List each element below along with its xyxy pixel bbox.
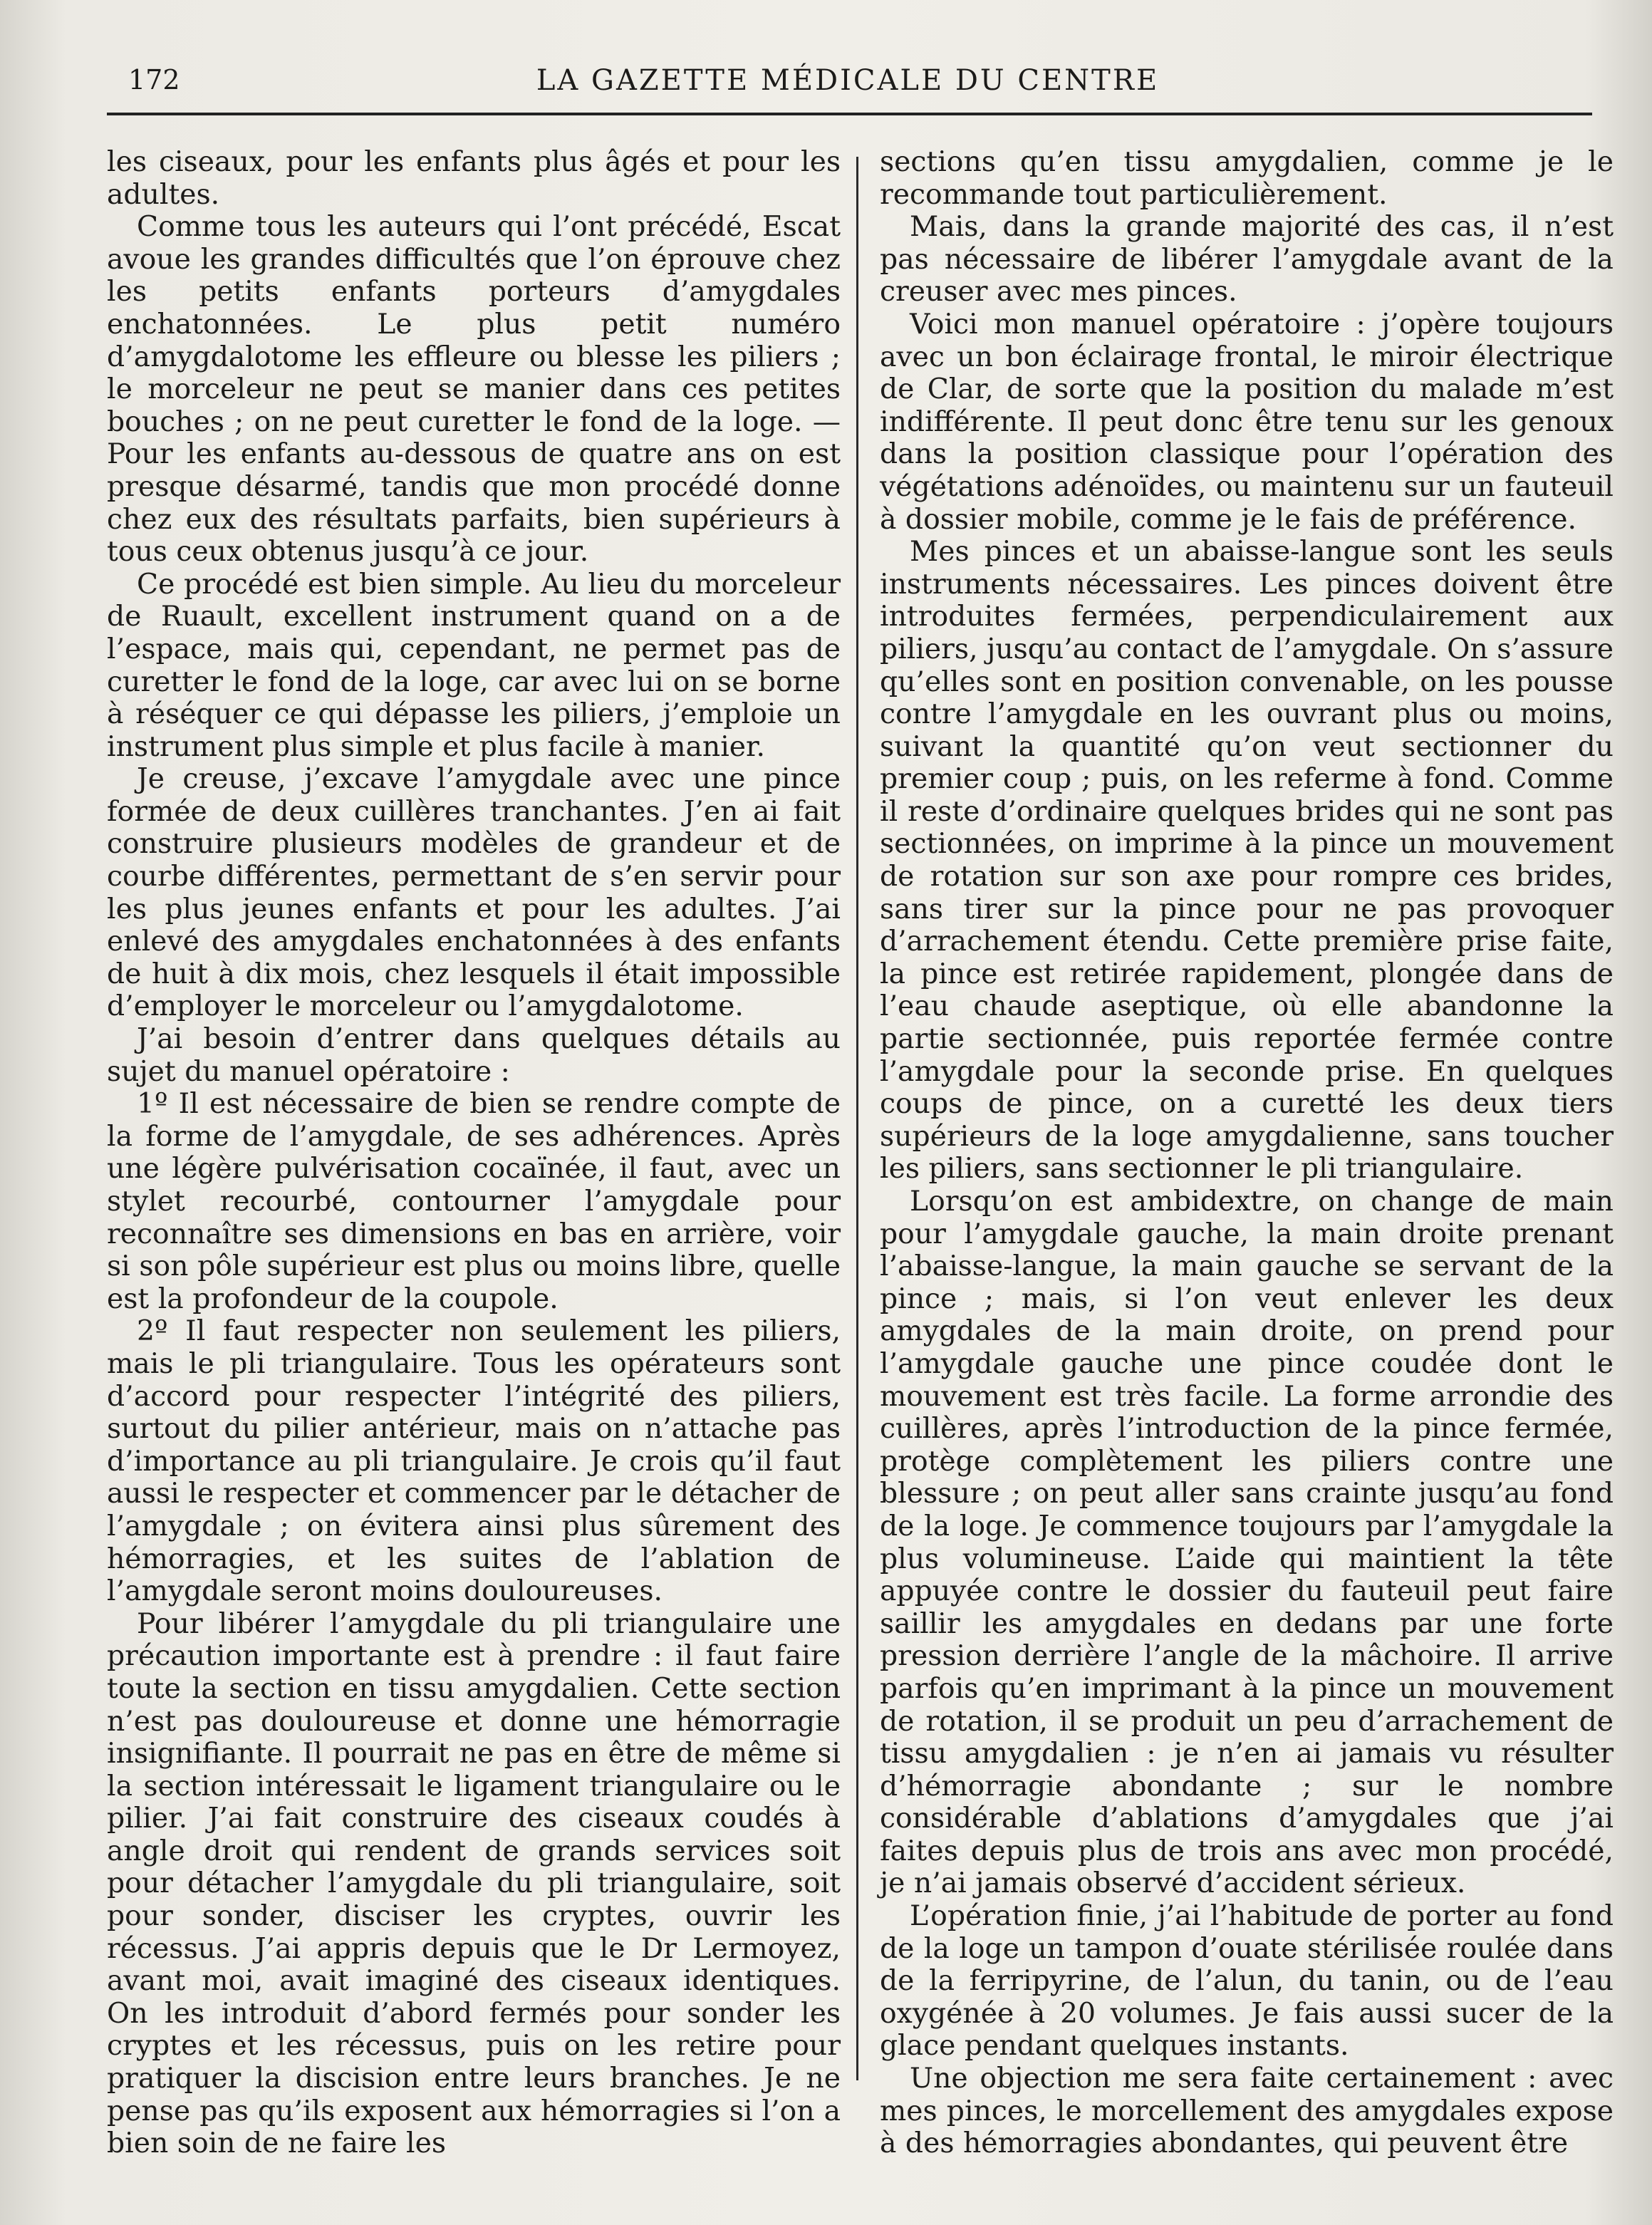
- page-number: 172: [128, 64, 180, 95]
- right-column: [880, 146, 1614, 2160]
- paragraph: Ce procédé est bien simple. Au lieu du morceleur de Ruault, excellent instrument quand on a de l’espace, mais qui, cependant, ne permet pas de curetter le fond de la loge, car avec lui on se borne à réséquer ce qui dépasse les piliers, j’emploie un instrument plus simple et plus facile à manier.: [107, 568, 841, 763]
- paragraph: Lorsqu’on est ambidextre, on change de main pour l’amygdale gauche, la main droite prenant l’abaisse-langue, la main gauche se servant de la pince ; mais, si l’on veut enlever les deux amygdales de la main droite, on prend pour l’amygdale gauche une pince coudée dont le mouvement est très facile. La forme arrondie des cuillères, après l’introduction de la pince fermée, protège complètement les piliers contre une blessure ; on peut aller sans crainte jusqu’au fond de la loge. Je commence toujours par l’amygdale la plus volumineuse. L’aide qui maintient la tête appuyée contre le dossier du fauteuil peut faire saillir les amygdales en dedans par une forte pression derrière l’angle de la mâchoire. Il arrive parfois qu’en imprimant à la pince un mouvement de rotation, il se produit un peu d’arrachement de tissu amygdalien : je n’en ai jamais vu résulter d’hémorragie abondante ; sur le nombre considérable d’ablations d’amygdales que j’ai faites depuis plus de trois ans avec mon procédé, je n’ai jamais observé d’accident sérieux.: [880, 1186, 1614, 1900]
- column-divider: [856, 157, 858, 2080]
- paragraph: les ciseaux, pour les enfants plus âgés et pour les adultes.: [107, 146, 841, 211]
- left-column: [107, 146, 841, 2160]
- paragraph: Mes pinces et un abaisse-langue sont les seuls instruments nécessaires. Les pinces doivent être introduites fermées, perpendiculairement aux piliers, jusqu’au contact de l’amygdale. On s’assure qu’elles sont en position convenable, on les pousse contre l’amygdale en les ouvrant plus ou moins, suivant la quantité qu’on veut sectionner du premier coup ; puis, on les referme à fond. Comme il reste d’ordinaire quelques brides qui ne sont pas sectionnées, on imprime à la pince un mouvement de rotation sur son axe pour rompre ces brides, sans tirer sur la pince pour ne pas provoquer d’arrachement étendu. Cette première prise faite, la pince est retirée rapidement, plongée dans de l’eau chaude aseptique, où elle abandonne la partie sectionnée, puis reportée fermée contre l’amygdale pour la seconde prise. En quelques coups de pince, on a curetté les deux tiers supérieurs de la loge amygdalienne, sans toucher les piliers, sans sectionner le pli triangulaire.: [880, 536, 1614, 1186]
- header-rule: [107, 113, 1592, 115]
- page-header: [107, 64, 1589, 114]
- running-title: LA GAZETTE MÉDICALE DU CENTRE: [536, 64, 1160, 97]
- paragraph: Voici mon manuel opératoire : j’opère toujours avec un bon éclairage frontal, le miroir électrique de Clar, de sorte que la position du malade m’est indifférente. Il peut donc être tenu sur les genoux dans la position classique pour l’opération des végétations adénoïdes, ou maintenu sur un fauteuil à dossier mobile, comme je le fais de préférence.: [880, 308, 1614, 536]
- paragraph: Comme tous les auteurs qui l’ont précédé, Escat avoue les grandes difficultés que l’on éprouve chez les petits enfants porteurs d’amygdales enchatonnées. Le plus petit numéro d’amygdalotome les effleure ou blesse les piliers ; le morceleur ne peut se manier dans ces petites bouches ; on ne peut curetter le fond de la loge. — Pour les enfants au-dessous de quatre ans on est presque désarmé, tandis que mon procédé donne chez eux des résultats parfaits, bien supérieurs à tous ceux obtenus jusqu’à ce jour.: [107, 211, 841, 569]
- paragraph: sections qu’en tissu amygdalien, comme je le recommande tout particulièrement.: [880, 146, 1614, 211]
- paragraph: L’opération finie, j’ai l’habitude de porter au fond de la loge un tampon d’ouate stérilisée roulée dans de la ferripyrine, de l’alun, du tanin, ou de l’eau oxygénée à 20 volumes. Je fais aussi sucer de la glace pendant quelques instants.: [880, 1900, 1614, 2063]
- paragraph: Pour libérer l’amygdale du pli triangulaire une précaution importante est à prendre : il faut faire toute la section en tissu amygdalien. Cette section n’est pas douloureuse et donne une hémorragie insignifiante. Il pourrait ne pas en être de même si la section intéressait le ligament triangulaire ou le pilier. J’ai fait construire des ciseaux coudés à angle droit qui rendent de grands services soit pour détacher l’amygdale du pli triangulaire, soit pour sonder, disciser les cryptes, ouvrir les récessus. J’ai appris depuis que le Dr Lermoyez, avant moi, avait imaginé des ciseaux identiques. On les introduit d’abord fermés pour sonder les cryptes et les récessus, puis on les retire pour pratiquer la discision entre leurs branches. Je ne pense pas qu’ils exposent aux hémorragies si l’on a bien soin de ne faire les: [107, 1607, 841, 2160]
- paragraph: 1º Il est nécessaire de bien se rendre compte de la forme de l’amygdale, de ses adhérences. Après une légère pulvérisation cocaïnée, il faut, avec un stylet recourbé, contourner l’amygdale pour reconnaître ses dimensions en bas en arrière, voir si son pôle supérieur est plus ou moins libre, quelle est la profondeur de la coupole.: [107, 1088, 841, 1315]
- paragraph: Une objection me sera faite certainement : avec mes pinces, le morcellement des amygdales expose à des hémorragies abondantes, qui peuvent être: [880, 2063, 1614, 2160]
- paragraph: Mais, dans la grande majorité des cas, il n’est pas nécessaire de libérer l’amygdale avant de la creuser avec mes pinces.: [880, 211, 1614, 308]
- paragraph: Je creuse, j’excave l’amygdale avec une pince formée de deux cuillères tranchantes. J’en ai fait construire plusieurs modèles de grandeur et de courbe différentes, permettant de s’en servir pour les plus jeunes enfants et pour les adultes. J’ai enlevé des amygdales enchatonnées à des enfants de huit à dix mois, chez lesquels il était impossible d’employer le morceleur ou l’amygdalotome.: [107, 763, 841, 1023]
- paragraph: 2º Il faut respecter non seulement les piliers, mais le pli triangulaire. Tous les opérateurs sont d’accord pour respecter l’intégrité des piliers, surtout du pilier antérieur, mais on n’attache pas d’importance au pli triangulaire. Je crois qu’il faut aussi le respecter et commencer par le détacher de l’amygdale ; on évitera ainsi plus sûrement des hémorragies, et les suites de l’ablation de l’amygdale seront moins douloureuses.: [107, 1315, 841, 1608]
- paragraph: J’ai besoin d’entrer dans quelques détails au sujet du manuel opératoire :: [107, 1023, 841, 1088]
